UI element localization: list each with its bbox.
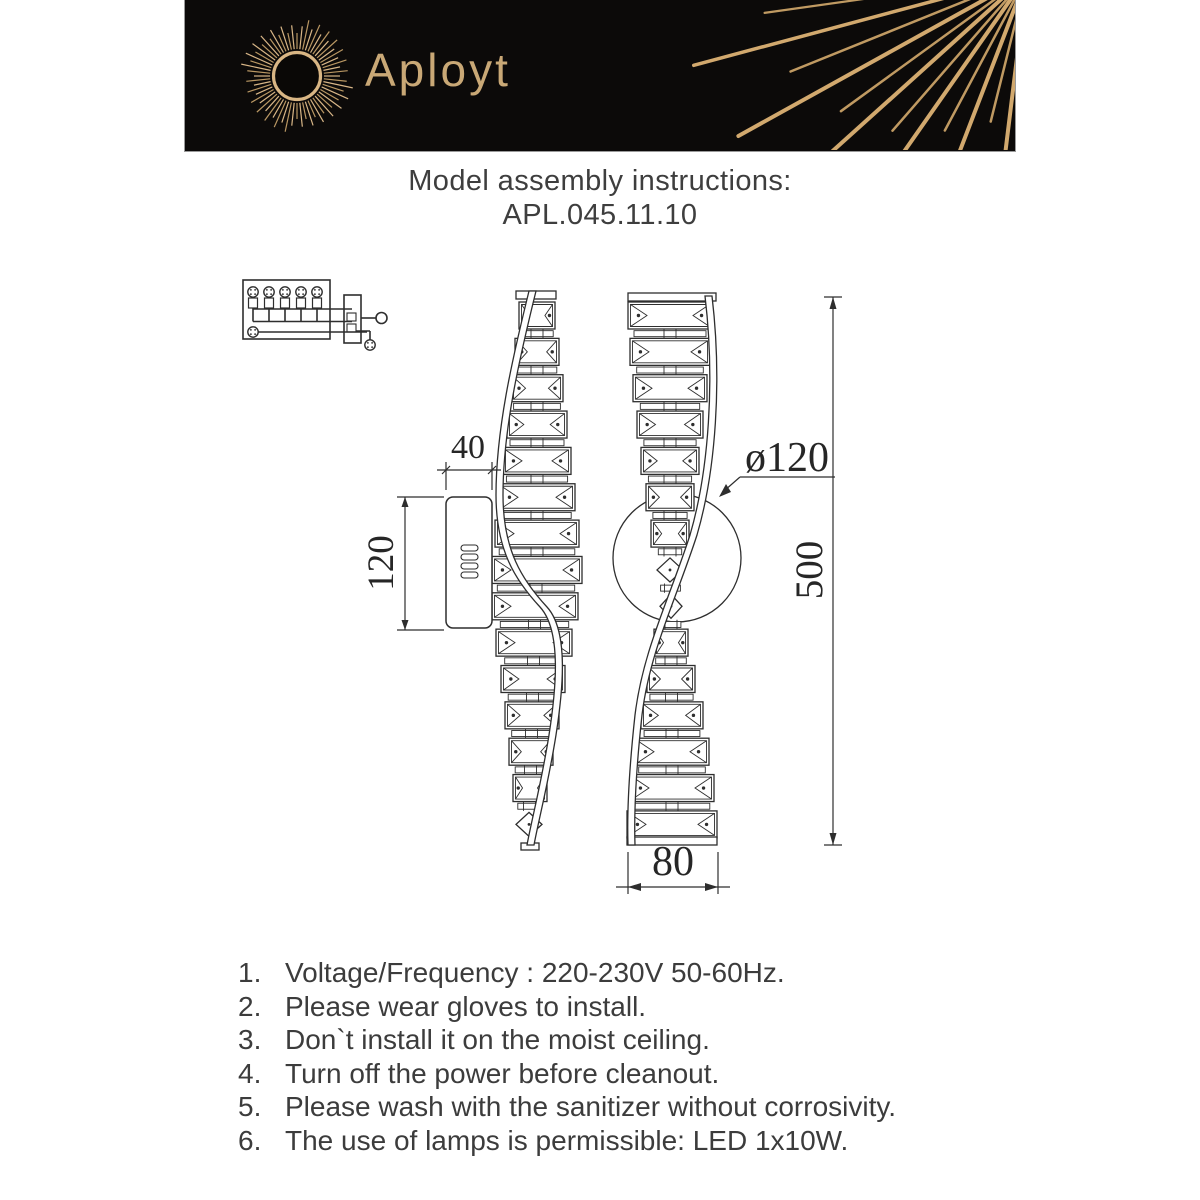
sunburst-icon — [241, 20, 353, 132]
list-item — [238, 990, 998, 1024]
list-item — [238, 1124, 998, 1158]
page-title: Model assembly instructions: — [408, 165, 792, 197]
list-item-number: 1. — [238, 957, 262, 988]
lamp-side-view — [446, 291, 582, 850]
dim-overall-height-label: 500 — [788, 540, 831, 600]
lamp-front-view — [613, 293, 741, 845]
list-item-number: 3. — [238, 1024, 262, 1055]
list-item-number: 5. — [238, 1091, 262, 1122]
brand-banner — [184, 0, 1016, 152]
list-item-text: Please wash with the sanitizer without corrosivity. — [285, 1091, 897, 1122]
corner-rays-icon — [694, 0, 1015, 150]
banner-artwork — [185, 0, 1015, 150]
list-item-text: Turn off the power before cleanout. — [285, 1057, 720, 1089]
brand-logo-text: Aployt — [365, 44, 511, 96]
list-item-text: Don`t install it on the moist ceiling. — [285, 1024, 710, 1055]
list-item-number: 6. — [238, 1124, 262, 1156]
list-item — [238, 1023, 998, 1057]
list-item-text: The use of lamps is permissible: LED 1x10W. — [285, 1124, 849, 1156]
list-item — [238, 1090, 998, 1124]
assembly-drawing — [225, 248, 865, 918]
dimension-annotations — [361, 297, 842, 894]
dim-plate-diameter-label: ø120 — [745, 435, 829, 481]
dim-bracket-depth-label: 40 — [451, 429, 485, 466]
list-item-number: 4. — [238, 1057, 262, 1089]
list-item — [238, 1057, 998, 1091]
list-item-text: Please wear gloves to install. — [285, 990, 647, 1022]
list-item-text: Voltage/Frequency : 220-230V 50-60Hz. — [285, 957, 785, 988]
instructions-list — [238, 956, 998, 1157]
list-item-number: 2. — [238, 990, 262, 1022]
list-item — [238, 956, 998, 990]
model-number: APL.045.11.10 — [502, 199, 698, 231]
dim-plate-height-label: 120 — [361, 535, 402, 591]
wiring-diagram — [243, 280, 387, 350]
dim-overall-width-label: 80 — [652, 839, 694, 885]
